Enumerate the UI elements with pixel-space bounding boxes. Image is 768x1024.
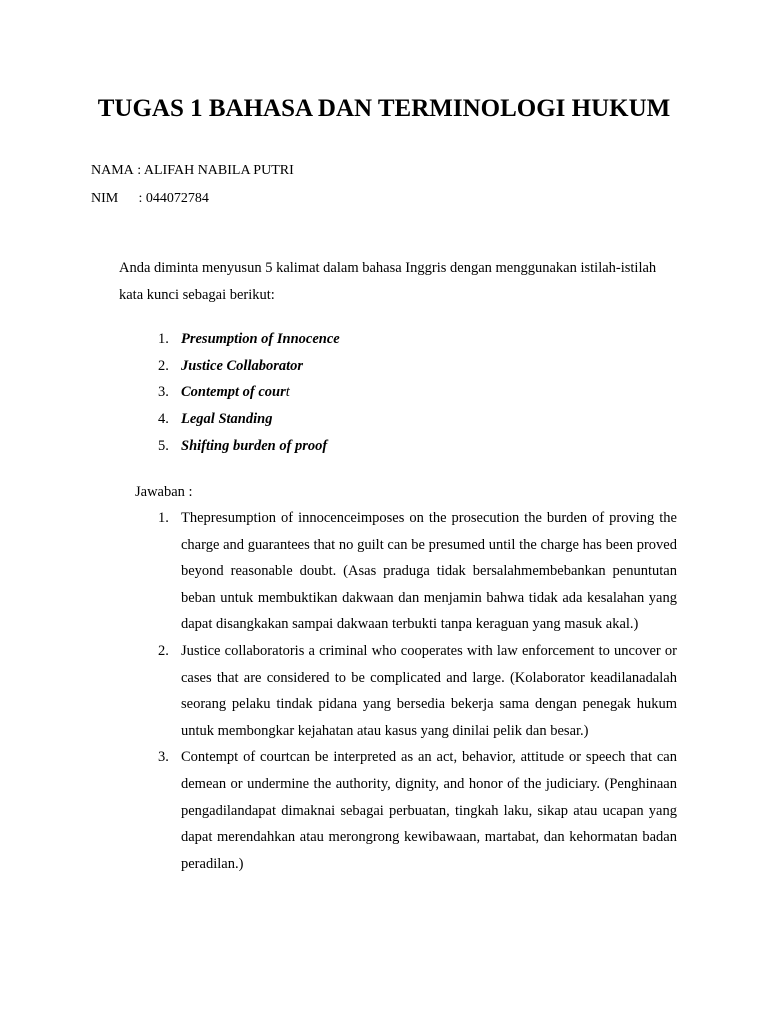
- keyword-term: Shifting burden of proof: [181, 437, 328, 454]
- instruction-paragraph: Anda diminta menyusun 5 kalimat dalam bahasa Inggris dengan menggunakan istilah-istilah kata kunci sebagai berikut:: [119, 260, 657, 303]
- document-title: TUGAS 1 BAHASA DAN TERMINOLOGI HUKUM: [97, 95, 671, 122]
- answer-list: [0, 505, 677, 877]
- keyword-number: 3.: [158, 384, 169, 401]
- keyword-term: Contempt of court: [181, 384, 290, 401]
- keyword-term: Presumption of Innocence: [181, 331, 340, 347]
- answer-item: [0, 744, 677, 877]
- answer-label: Jawaban :: [135, 484, 193, 500]
- keyword-term: Justice Collaborator: [181, 357, 304, 374]
- answer-text: Thepresumption of innocenceimposes on the prosecution the burden of proving the charge and guarantees that no guilt can be presumed until the charge has been proved beyond reasonable doubt. (Asas praduga tidak bersalahmembebankan penuntutan beban untuk membuktikan dakwaan dan menjamin bahwa tidak ada kesalahan yang dapat disangkakan sampai dakwaan terbukti tanpa keraguan yang masuk akal.): [181, 510, 677, 633]
- name-value: : ALIFAH NABILA PUTRI: [137, 163, 294, 178]
- answer-item: [0, 638, 677, 744]
- keyword-term: Legal Standing: [181, 411, 273, 428]
- student-name-line: [91, 162, 294, 180]
- answer-item: [0, 505, 677, 638]
- keyword-number: 4.: [158, 411, 169, 428]
- answer-number: 2.: [158, 642, 169, 659]
- answer-text: Contempt of courtcan be interpreted as an act, behavior, attitude or speech that can demean or undermine the authority, dignity, and honor of the judiciary. (Penghinaan pengadilandapat dimaknai sebagai perbuatan, tingkah laku, sikap atau ucapan yang dapat merendahkan atau merongrong kewibawaan, martabat, dan kehormatan badan peradilan.): [181, 749, 677, 872]
- nim-value: : 044072784: [138, 191, 209, 206]
- keyword-number: 1.: [158, 331, 169, 347]
- answer-number: 3.: [158, 749, 169, 766]
- keyword-number: 2.: [158, 357, 169, 374]
- answer-text: Justice collaboratoris a criminal who cooperates with law enforcement to uncover or cases that are considered to be complicated and large. (Kolaborator keadilanadalah seorang pelaku tindak pidana yang bersedia bekerja sama dengan penegak hukum untuk membongkar kejahatan atau kasus yang dinilai pelik dan besar.): [181, 642, 677, 739]
- name-label: NAMA: [91, 163, 134, 178]
- answer-number: 1.: [158, 510, 169, 526]
- student-nim-line: [91, 190, 209, 208]
- keyword-number: 5.: [158, 437, 169, 454]
- nim-label: NIM: [91, 191, 119, 206]
